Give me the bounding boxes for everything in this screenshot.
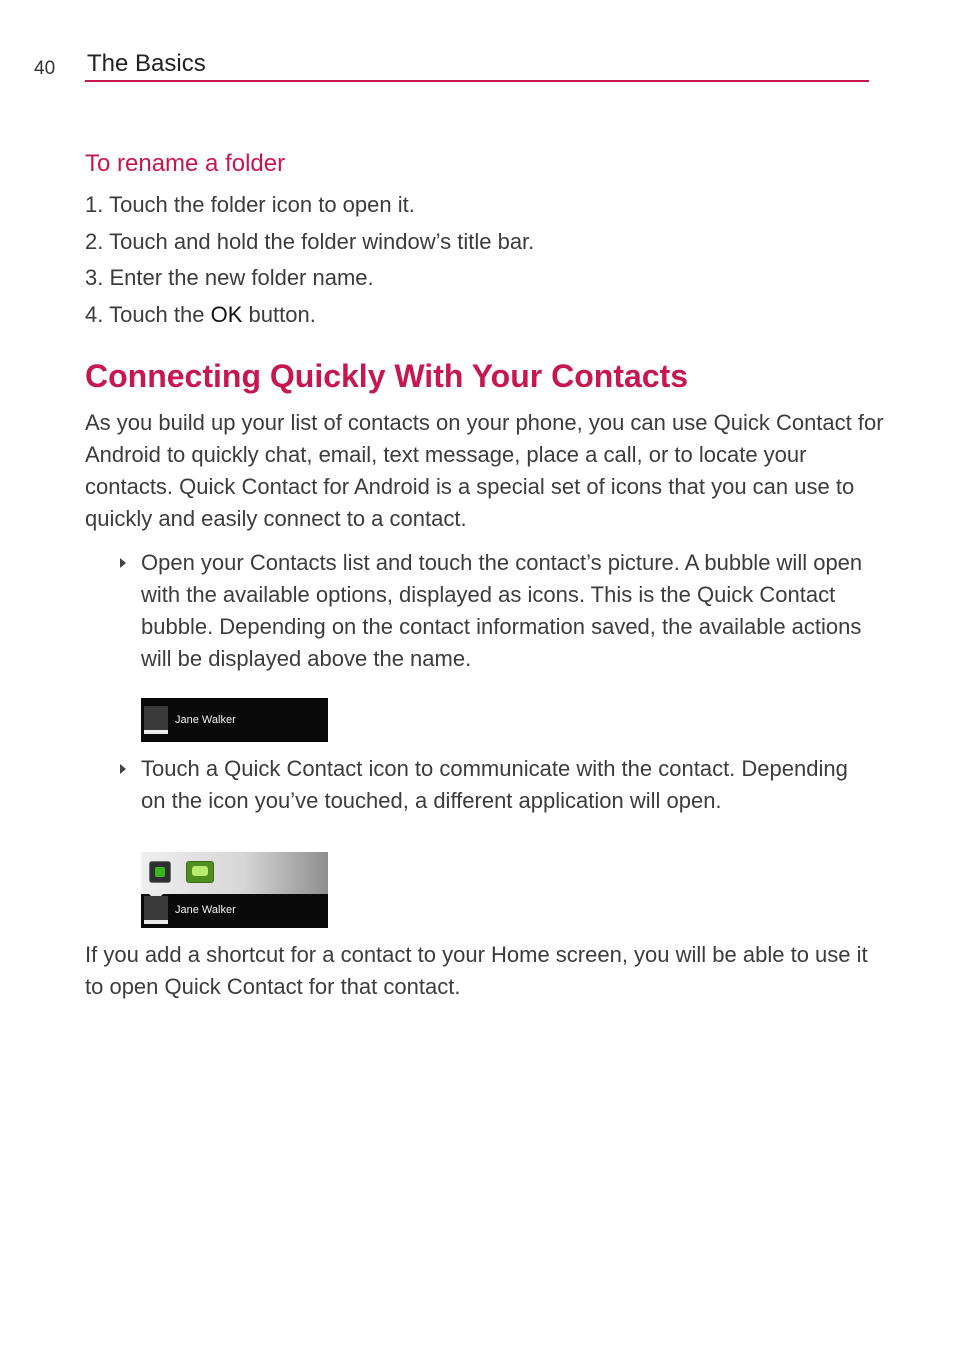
step-number: 4. [85, 301, 104, 327]
bullet-arrow-icon [120, 764, 126, 774]
header-rule [85, 80, 869, 82]
outro-paragraph: If you add a shortcut for a contact to your Home screen, you will be able to use it to open Quick Contact for that contact. [85, 942, 868, 999]
quick-contact-bubble-screenshot [141, 852, 328, 928]
quick-contact-heading: Connecting Quickly With Your Contacts [85, 358, 689, 394]
contact-name: Jane Walker [175, 714, 236, 726]
step-item [85, 298, 534, 335]
step-item [85, 225, 534, 262]
intro-paragraph: As you build up your list of contacts on your phone, you can use Quick Contact for Android to quickly chat, email, text message, place a call, or to locate your contacts. Quick Contact for Android is a special set of icons that you can use to quickly and easily connect to a contact. [85, 410, 884, 531]
step-text-before: Touch the [109, 301, 205, 327]
step-text: Touch and hold the folder window’s title bar. [109, 228, 535, 254]
page-number: 40 [34, 58, 56, 79]
contact-name: Jane Walker [175, 904, 236, 916]
rename-folder-heading: To rename a folder [85, 150, 286, 177]
bullet-text: Touch a Quick Contact icon to communicate with the contact. Depending on the icon you’ve touched, a different application will open. [141, 756, 848, 813]
bullet-arrow-icon [120, 558, 126, 568]
contact-avatar-icon [144, 706, 168, 734]
step-item [85, 261, 534, 298]
step-text: Touch the folder icon to open it. [109, 192, 415, 217]
step-item [85, 188, 534, 225]
quick-contact-bubble [141, 852, 328, 894]
step-number: 1. [85, 192, 104, 217]
phone-icon [149, 861, 171, 883]
page-header [0, 0, 954, 90]
section-title: The Basics [87, 50, 206, 77]
step-text: Enter the new folder name. [109, 265, 374, 290]
bullet-text: Open your Contacts list and touch the contact’s picture. A bubble will open with the available options, displayed as icons. This is the Quick Contact bubble. Depending on the contact information saved, the available actions will be displayed above the name. [141, 550, 863, 671]
ok-button-label: OK [210, 301, 243, 327]
contact-name-screenshot [141, 698, 328, 742]
step-text-after: button. [248, 301, 316, 327]
sms-icon [186, 861, 214, 883]
contact-avatar-icon [144, 896, 168, 924]
step-number: 2. [85, 228, 104, 254]
step-number: 3. [85, 265, 104, 290]
rename-folder-steps [85, 188, 534, 334]
